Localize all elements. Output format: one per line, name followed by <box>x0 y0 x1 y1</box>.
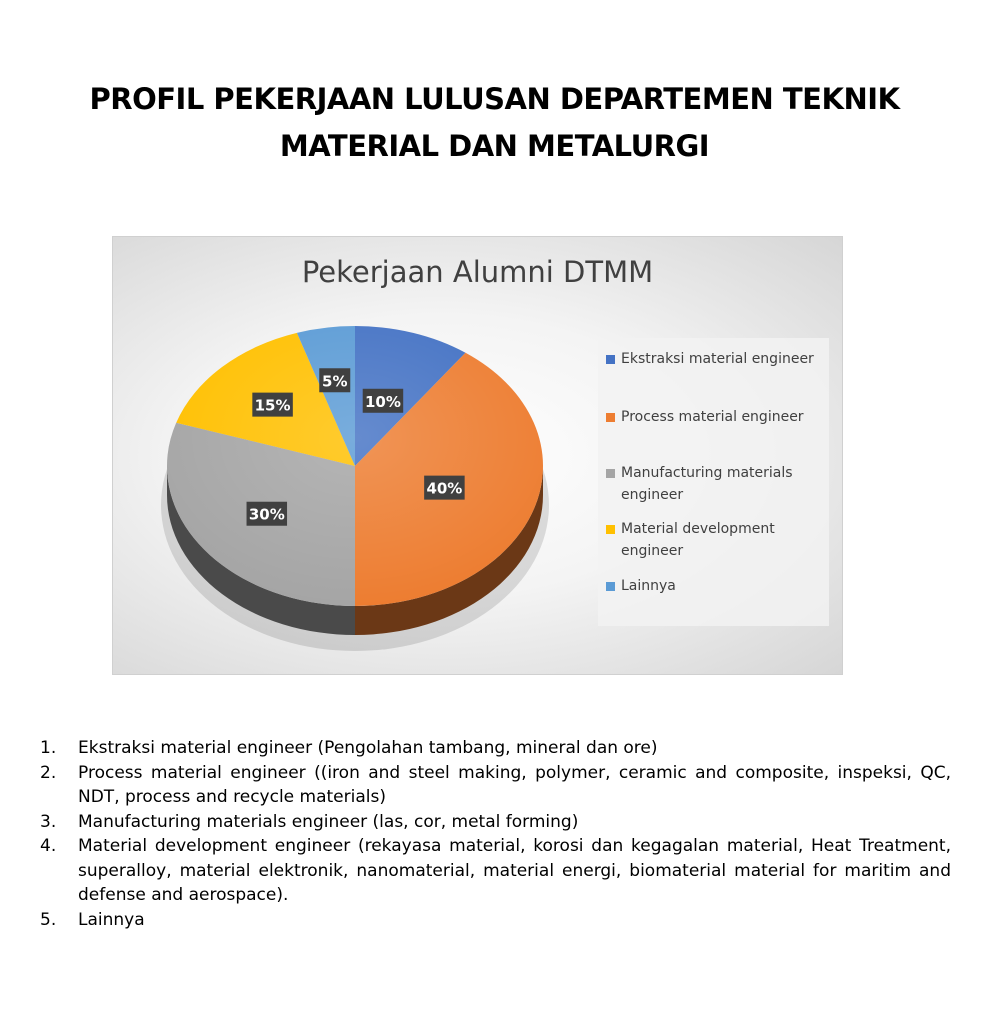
list-item-text: Material development engineer (rekayasa material, korosi dan kegagalan material, Heat Treatment, superalloy, material elektronik, nanomaterial, material energi, biomaterial material for maritim and defense and aerospace). <box>78 836 951 905</box>
list-item <box>40 834 951 908</box>
chart-legend <box>598 338 829 626</box>
page-title-line-2: MATERIAL DAN METALURGI <box>279 129 710 163</box>
pie-chart <box>113 237 842 674</box>
pie-highlight <box>167 326 543 606</box>
list-item-number: 2. <box>40 762 57 783</box>
data-label-lainnya <box>319 368 350 392</box>
legend-item-process-material-engineer <box>606 406 826 428</box>
page-title <box>0 76 989 170</box>
list-item <box>40 908 951 933</box>
legend-label: engineer <box>621 487 684 503</box>
legend-item-manufacturing-materials-engineer <box>606 462 826 506</box>
list-item-text: Process material engineer ((iron and steel making, polymer, ceramic and composite, inspeksi, QC, NDT, process and recycle materials) <box>78 762 951 807</box>
list-item-text: Ekstraksi material engineer (Pengolahan tambang, mineral dan ore) <box>78 738 658 758</box>
list-item-number: 3. <box>40 811 57 832</box>
legend-swatch <box>606 413 615 422</box>
chart-title: Pekerjaan Alumni DTMM <box>301 255 654 289</box>
legend-label: Material development <box>621 521 775 537</box>
list-item <box>40 736 951 761</box>
data-label-process-material-engineer <box>424 476 465 500</box>
legend-item-lainnya <box>606 575 826 597</box>
list-item <box>40 761 951 810</box>
list-item-number: 5. <box>40 909 57 930</box>
data-label-text: 5% <box>322 372 348 391</box>
legend-swatch <box>606 469 615 478</box>
list-item-text: Manufacturing materials engineer (las, cor, metal forming) <box>78 811 579 832</box>
data-label-text: 10% <box>364 392 401 411</box>
list-item-number: 4. <box>40 836 57 856</box>
legend-label: Process material engineer <box>621 409 804 425</box>
legend-label: Lainnya <box>621 578 676 594</box>
job-category-list <box>40 736 951 932</box>
page-title-line-1: PROFIL PEKERJAAN LULUSAN DEPARTEMEN TEKNIK <box>89 82 900 116</box>
data-label-text: 30% <box>248 505 285 524</box>
legend-swatch <box>606 582 615 591</box>
legend-label: Manufacturing materials <box>621 465 793 481</box>
legend-item-ekstraksi-material-engineer <box>606 348 826 370</box>
legend-swatch <box>606 355 615 364</box>
legend-swatch <box>606 525 615 534</box>
data-label-material-development-engineer <box>252 393 293 417</box>
data-label-manufacturing-materials-engineer <box>247 502 288 526</box>
data-label-text: 40% <box>426 479 463 498</box>
legend-label: Ekstraksi material engineer <box>621 351 814 367</box>
list-item-text: Lainnya <box>78 909 145 930</box>
data-label-ekstraksi-material-engineer <box>363 389 404 413</box>
data-label-text: 15% <box>254 396 291 415</box>
legend-item-material-development-engineer <box>606 518 826 562</box>
legend-label: engineer <box>621 543 684 559</box>
list-item <box>40 810 951 835</box>
list-item-number: 1. <box>40 738 57 758</box>
